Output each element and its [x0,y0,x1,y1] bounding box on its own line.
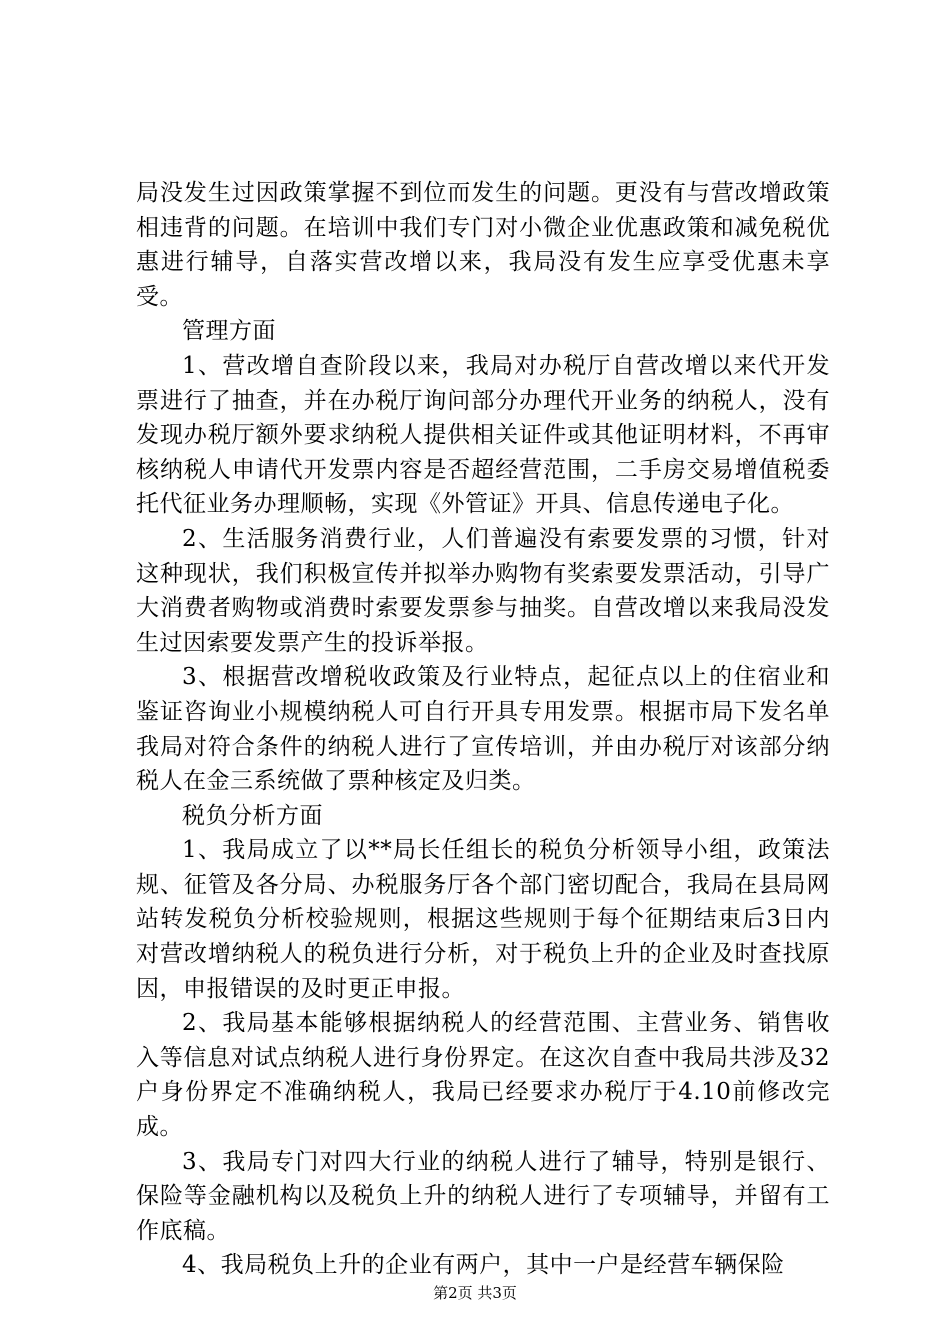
document-body [136,176,830,1283]
paragraph-management-2: 2、生活服务消费行业，人们普遍没有索要发票的习惯，针对这种现状，我们积极宣传并拟举办购物有奖索要发票活动，引导广大消费者购物或消费时索要发票参与抽奖。自营改增以来我局没发生过因索要发票产生的投诉举报。 [136,525,830,656]
section-heading-tax-burden: 税负分析方面 [182,802,323,829]
paragraph-tax-burden-2: 2、我局基本能够根据纳税人的经营范围、主营业务、销售收入等信息对试点纳税人进行身份界定。在这次自查中我局共涉及32户身份界定不准确纳税人，我局已经要求办税厅于4.10前修改完成。 [136,1010,830,1141]
page-footer: 第2页 共3页 [433,1284,517,1302]
section-heading-management: 管理方面 [182,318,276,345]
paragraph-1: 局没发生过因政策掌握不到位而发生的问题。更没有与营改增政策相违背的问题。在培训中我们专门对小微企业优惠政策和减免税优惠进行辅导，自落实营改增以来，我局没有发生应享受优惠未享受。 [136,180,830,310]
paragraph-tax-burden-1: 1、我局成立了以**局长任组长的税负分析领导小组，政策法规、征管及各分局、办税服务厅各个部门密切配合，我局在县局网站转发税负分析校验规则，根据这些规则于每个征期结束后3日内对营改增纳税人的税负进行分析，对于税负上升的企业及时查找原因，申报错误的及时更正申报。 [136,837,830,1002]
paragraph-tax-burden-3: 3、我局专门对四大行业的纳税人进行了辅导，特别是银行、保险等金融机构以及税负上升的纳税人进行了专项辅导，并留有工作底稿。 [136,1148,830,1244]
paragraph-management-1: 1、营改增自查阶段以来，我局对办税厅自营改增以来代开发票进行了抽查，并在办税厅询问部分办理代开业务的纳税人，没有发现办税厅额外要求纳税人提供相关证件或其他证明材料，不再审核纳税人申请代开发票内容是否超经营范围，二手房交易增值税委托代征业务办理顺畅，实现《外管证》开具、信息传递电子化。 [136,352,830,518]
paragraph-tax-burden-4: 4、我局税负上升的企业有两户，其中一户是经营车辆保险 [182,1252,785,1279]
paragraph-management-3: 3、根据营改增税收政策及行业特点，起征点以上的住宿业和鉴证咨询业小规模纳税人可自行开具专用发票。根据市局下发名单我局对符合条件的纳税人进行了宣传培训，并由办税厅对该部分纳税人在金三系统做了票种核定及归类。 [136,664,830,795]
